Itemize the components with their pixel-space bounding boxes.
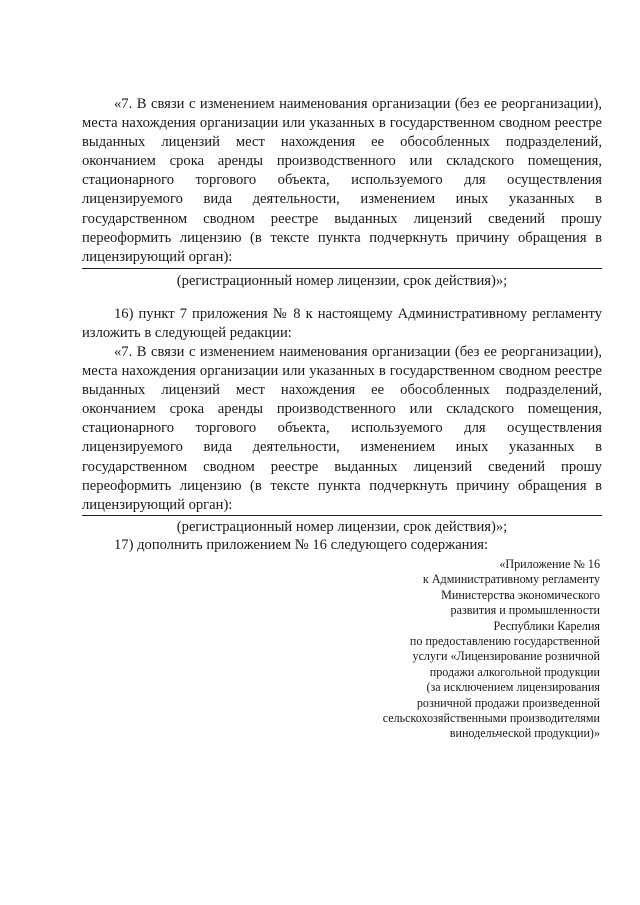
paragraph-7-new <box>82 343 602 515</box>
appendix-line: Республики Карелия <box>493 618 600 633</box>
appendix-line: «Приложение № 16 <box>499 557 600 571</box>
appendix-line: розничной продажи произведенной <box>416 695 600 710</box>
item-17: 17) дополнить приложением № 16 следующего содержания: <box>114 537 489 553</box>
license-number-line <box>82 268 602 269</box>
appendix-line: услуги «Лицензирование розничной <box>412 649 600 664</box>
item-16 <box>82 305 602 343</box>
appendix-line: продажи алкогольной продукции <box>429 664 600 679</box>
paragraph-7-original <box>82 95 602 267</box>
paragraph-7-new-text: «7. В связи с изменением наименования организации (без ее реорганизации), места нахождения организации или указанных в государственном сводном реестре выданных лицензий мест нахождения ее обособленных подразделений, окончанием срока аренды производственного или складского помещения, стационарного торгового объекта, используемого для осуществления лицензируемого вида деятельности, изменением иных указанных в государственном сводном реестре выданных лицензий сведений прошу переоформить лицензию (в тексте пункта подчеркнуть причину обращения в лицензирующий орган): <box>82 344 602 513</box>
license-number-line-2 <box>82 515 602 516</box>
appendix-line: (за исключением лицензирования <box>426 680 600 695</box>
appendix-line: Министерства экономического <box>441 587 600 602</box>
item-16-text: 16) пункт 7 приложения № 8 к настоящему Административному регламенту изложить в следующей редакции: <box>82 306 602 342</box>
appendix-16-header <box>300 557 600 742</box>
license-number-caption: (регистрационный номер лицензии, срок действия)»; <box>176 273 508 289</box>
appendix-line: по предоставлению государственной <box>409 634 600 649</box>
appendix-line: винодельческой продукции)» <box>449 726 600 741</box>
appendix-line: к Административному регламенту <box>422 572 600 587</box>
appendix-line: сельскохозяйственными производителями <box>382 711 600 726</box>
paragraph-7-text: «7. В связи с изменением наименования организации (без ее реорганизации), места нахождения организации или указанных в государственном сводном реестре выданных лицензий мест нахождения ее обособленных подразделений, окончанием срока аренды производственного или складского помещения, стационарного торгового объекта, используемого для осуществления лицензируемого вида деятельности, изменением иных указанных в государственном сводном реестре выданных лицензий сведений прошу переоформить лицензию (в тексте пункта подчеркнуть причину обращения в лицензирующий орган): <box>82 96 602 265</box>
license-number-caption-2: (регистрационный номер лицензии, срок действия)»; <box>176 519 508 535</box>
appendix-line: развития и промышленности <box>450 603 600 618</box>
